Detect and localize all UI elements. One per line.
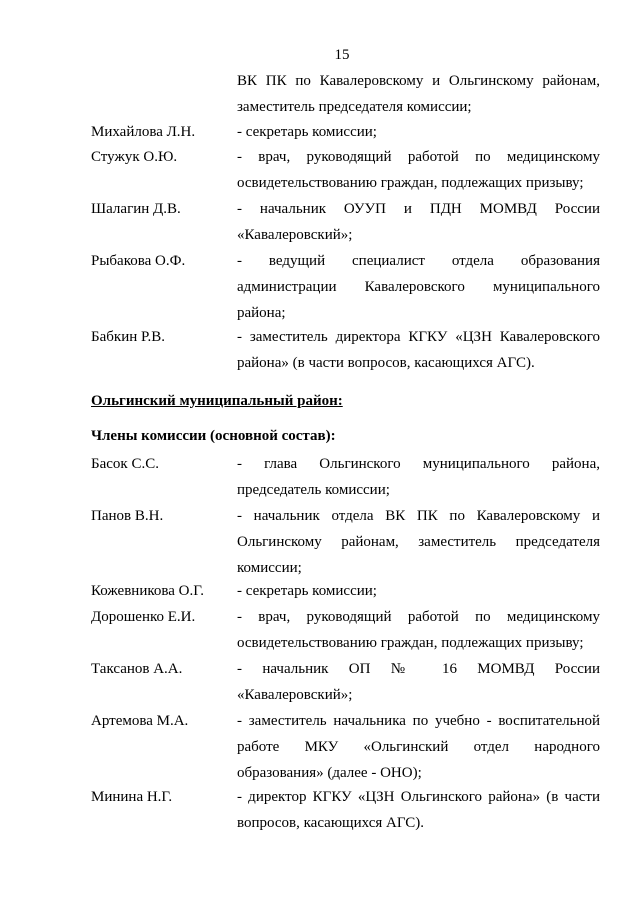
role-line: - начальник отдела ВК ПК по Кавалеровскому и — [237, 508, 600, 524]
role-line: заместитель председателя комиссии; — [237, 99, 472, 115]
role-line: администрации Кавалеровского муниципального — [237, 279, 600, 295]
member-name: Басок С.С. — [91, 456, 159, 472]
role-line: - глава Ольгинского муниципального района, — [237, 456, 600, 472]
role-line: - начальник ОУУП и ПДН МОМВД России — [237, 201, 600, 217]
role-line: «Кавалеровский»; — [237, 687, 353, 703]
member-role — [237, 144, 600, 196]
member-role — [237, 196, 600, 248]
member-role — [237, 451, 600, 503]
member-role — [237, 784, 600, 836]
role-line: вопросов, касающихся АГС). — [237, 815, 425, 831]
member-role — [237, 656, 600, 708]
member-role — [237, 604, 600, 656]
member-role — [237, 578, 600, 604]
role-line: «Кавалеровский»; — [237, 227, 353, 243]
role-line: работе МКУ «Ольгинский отдел народного — [237, 739, 600, 755]
role-line: Ольгинскому районам, заместитель председателя — [237, 534, 600, 550]
role-line: - секретарь комиссии; — [237, 583, 377, 599]
member-name: Артемова М.А. — [91, 713, 189, 729]
member-name: Рыбакова О.Ф. — [91, 253, 186, 269]
member-role — [237, 503, 600, 581]
role-line: - заместитель начальника по учебно - воспитательной — [237, 713, 600, 729]
member-name: Бабкин Р.В. — [91, 329, 165, 345]
member-role — [237, 708, 600, 786]
member-name: Михайлова Л.Н. — [91, 124, 196, 140]
page-number: 15 — [334, 47, 350, 63]
role-line: - ведущий специалист отдела образования — [237, 253, 600, 269]
role-line: - заместитель директора КГКУ «ЦЗН Кавалеровского — [237, 329, 600, 345]
member-name: Панов В.Н. — [91, 508, 164, 524]
member-name: Минина Н.Г. — [91, 789, 173, 805]
member-role — [237, 248, 600, 326]
role-line: образования» (далее - ОНО); — [237, 765, 422, 781]
member-name: Дорошенко Е.И. — [91, 609, 196, 625]
role-line: комиссии; — [237, 560, 302, 576]
role-line: - директор КГКУ «ЦЗН Ольгинского района» (в части — [237, 789, 600, 805]
member-name: Кожевникова О.Г. — [91, 583, 204, 599]
role-line: района» (в части вопросов, касающихся АГС). — [237, 355, 535, 371]
role-line: - врач, руководящий работой по медицинскому — [237, 609, 600, 625]
section-title: Ольгинский муниципальный район: — [91, 393, 343, 409]
role-line: - секретарь комиссии; — [237, 124, 377, 140]
member-role — [237, 119, 600, 145]
role-line: освидетельствованию граждан, подлежащих призыву; — [237, 635, 584, 651]
role-line: - начальник ОП № 16 МОМВД России — [237, 661, 600, 677]
role-line: председатель комиссии; — [237, 482, 390, 498]
role-line: освидетельствованию граждан, подлежащих призыву; — [237, 175, 584, 191]
member-name: Шалагин Д.В. — [91, 201, 181, 217]
role-text — [237, 68, 600, 120]
role-line: - врач, руководящий работой по медицинскому — [237, 149, 600, 165]
member-role — [237, 324, 600, 376]
member-name: Таксанов А.А. — [91, 661, 183, 677]
subsection-title: Члены комиссии (основной состав): — [91, 428, 336, 444]
role-line: района; — [237, 305, 286, 321]
member-name: Стужук О.Ю. — [91, 149, 178, 165]
role-line: ВК ПК по Кавалеровскому и Ольгинскому районам, — [237, 73, 600, 89]
